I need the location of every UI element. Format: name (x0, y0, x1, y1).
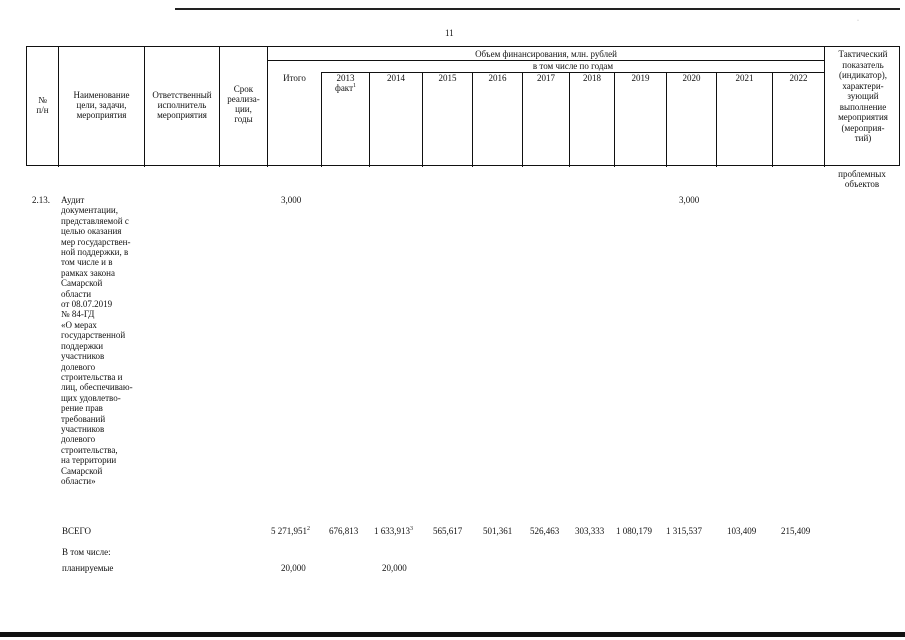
col-total-header: Итого (283, 73, 306, 83)
total-2020: 1 315,537 (666, 526, 702, 536)
total-2013: 676,813 (329, 526, 359, 536)
year-header: 2018 (583, 73, 601, 83)
col-no-header: № п/н (36, 95, 49, 115)
financing-title: Объем финансирования, млн. рублей (475, 49, 617, 59)
total-2014: 1 633,913$^3$ (374, 526, 413, 536)
total-2015: 565,617 (433, 526, 463, 536)
year-header: 2016 (488, 73, 507, 83)
planned-label: планируемые (62, 563, 114, 573)
total-2022: 215,409 (781, 526, 811, 536)
year-header: 2020 (682, 73, 701, 83)
table-header (26, 46, 900, 166)
row-total: 3,000 (281, 195, 302, 205)
row-2020-value: 3,000 (679, 195, 700, 205)
year-header: 2014 (387, 73, 405, 83)
bottom-rule (0, 628, 905, 640)
col-indicator-header: Тактический показатель (индикатор), характери- зующий выполнение мероприятия (мероприя- тий) (838, 49, 888, 143)
top-rule (175, 8, 900, 10)
total-2021: 103,409 (727, 526, 757, 536)
year-header: 2019 (631, 73, 650, 83)
total-sum: 5 271,951$^2$ (271, 526, 310, 536)
total-2016: 501,361 (483, 526, 513, 536)
year-2013-header: 2013 факт$^1$ (334, 73, 356, 93)
year-header: 2022 (789, 73, 808, 83)
page-number: 11 (445, 28, 454, 38)
total-label: ВСЕГО (62, 526, 91, 536)
year-header: 2021 (735, 73, 754, 83)
year-header: 2015 (438, 73, 457, 83)
col-executor-header: Ответственный исполнитель мероприятия (152, 90, 212, 120)
row-number: 2.13. (32, 195, 50, 205)
col-name-header: Наименование цели, задачи, мероприятия (73, 90, 130, 120)
by-years-label: в том числе по годам (532, 61, 614, 71)
page-mark: · (857, 18, 859, 24)
planned-2014: 20,000 (382, 563, 407, 573)
row-description: Аудит документации, представляемой с целью оказания мер государствен- ной поддержки, в том числе и в рамках закона Самарской области от 08.07.2019 № 84-ГД «О мерах государственной поддержки участников долевого строительства и лиц, обеспечиваю- щих удовлетво- рение прав требований участников долевого строительства, на территории Самарской области» (61, 195, 133, 486)
total-2017: 526,463 (530, 526, 560, 536)
indicator-continuation: проблемных объектов (838, 169, 886, 189)
total-2018: 303,333 (575, 526, 605, 536)
including-label: В том числе: (62, 547, 111, 557)
year-header: 2017 (537, 73, 555, 83)
planned-total: 20,000 (281, 563, 306, 573)
col-term-header: Срок реализа- ции, годы (227, 84, 260, 124)
total-2019: 1 080,179 (616, 526, 652, 536)
